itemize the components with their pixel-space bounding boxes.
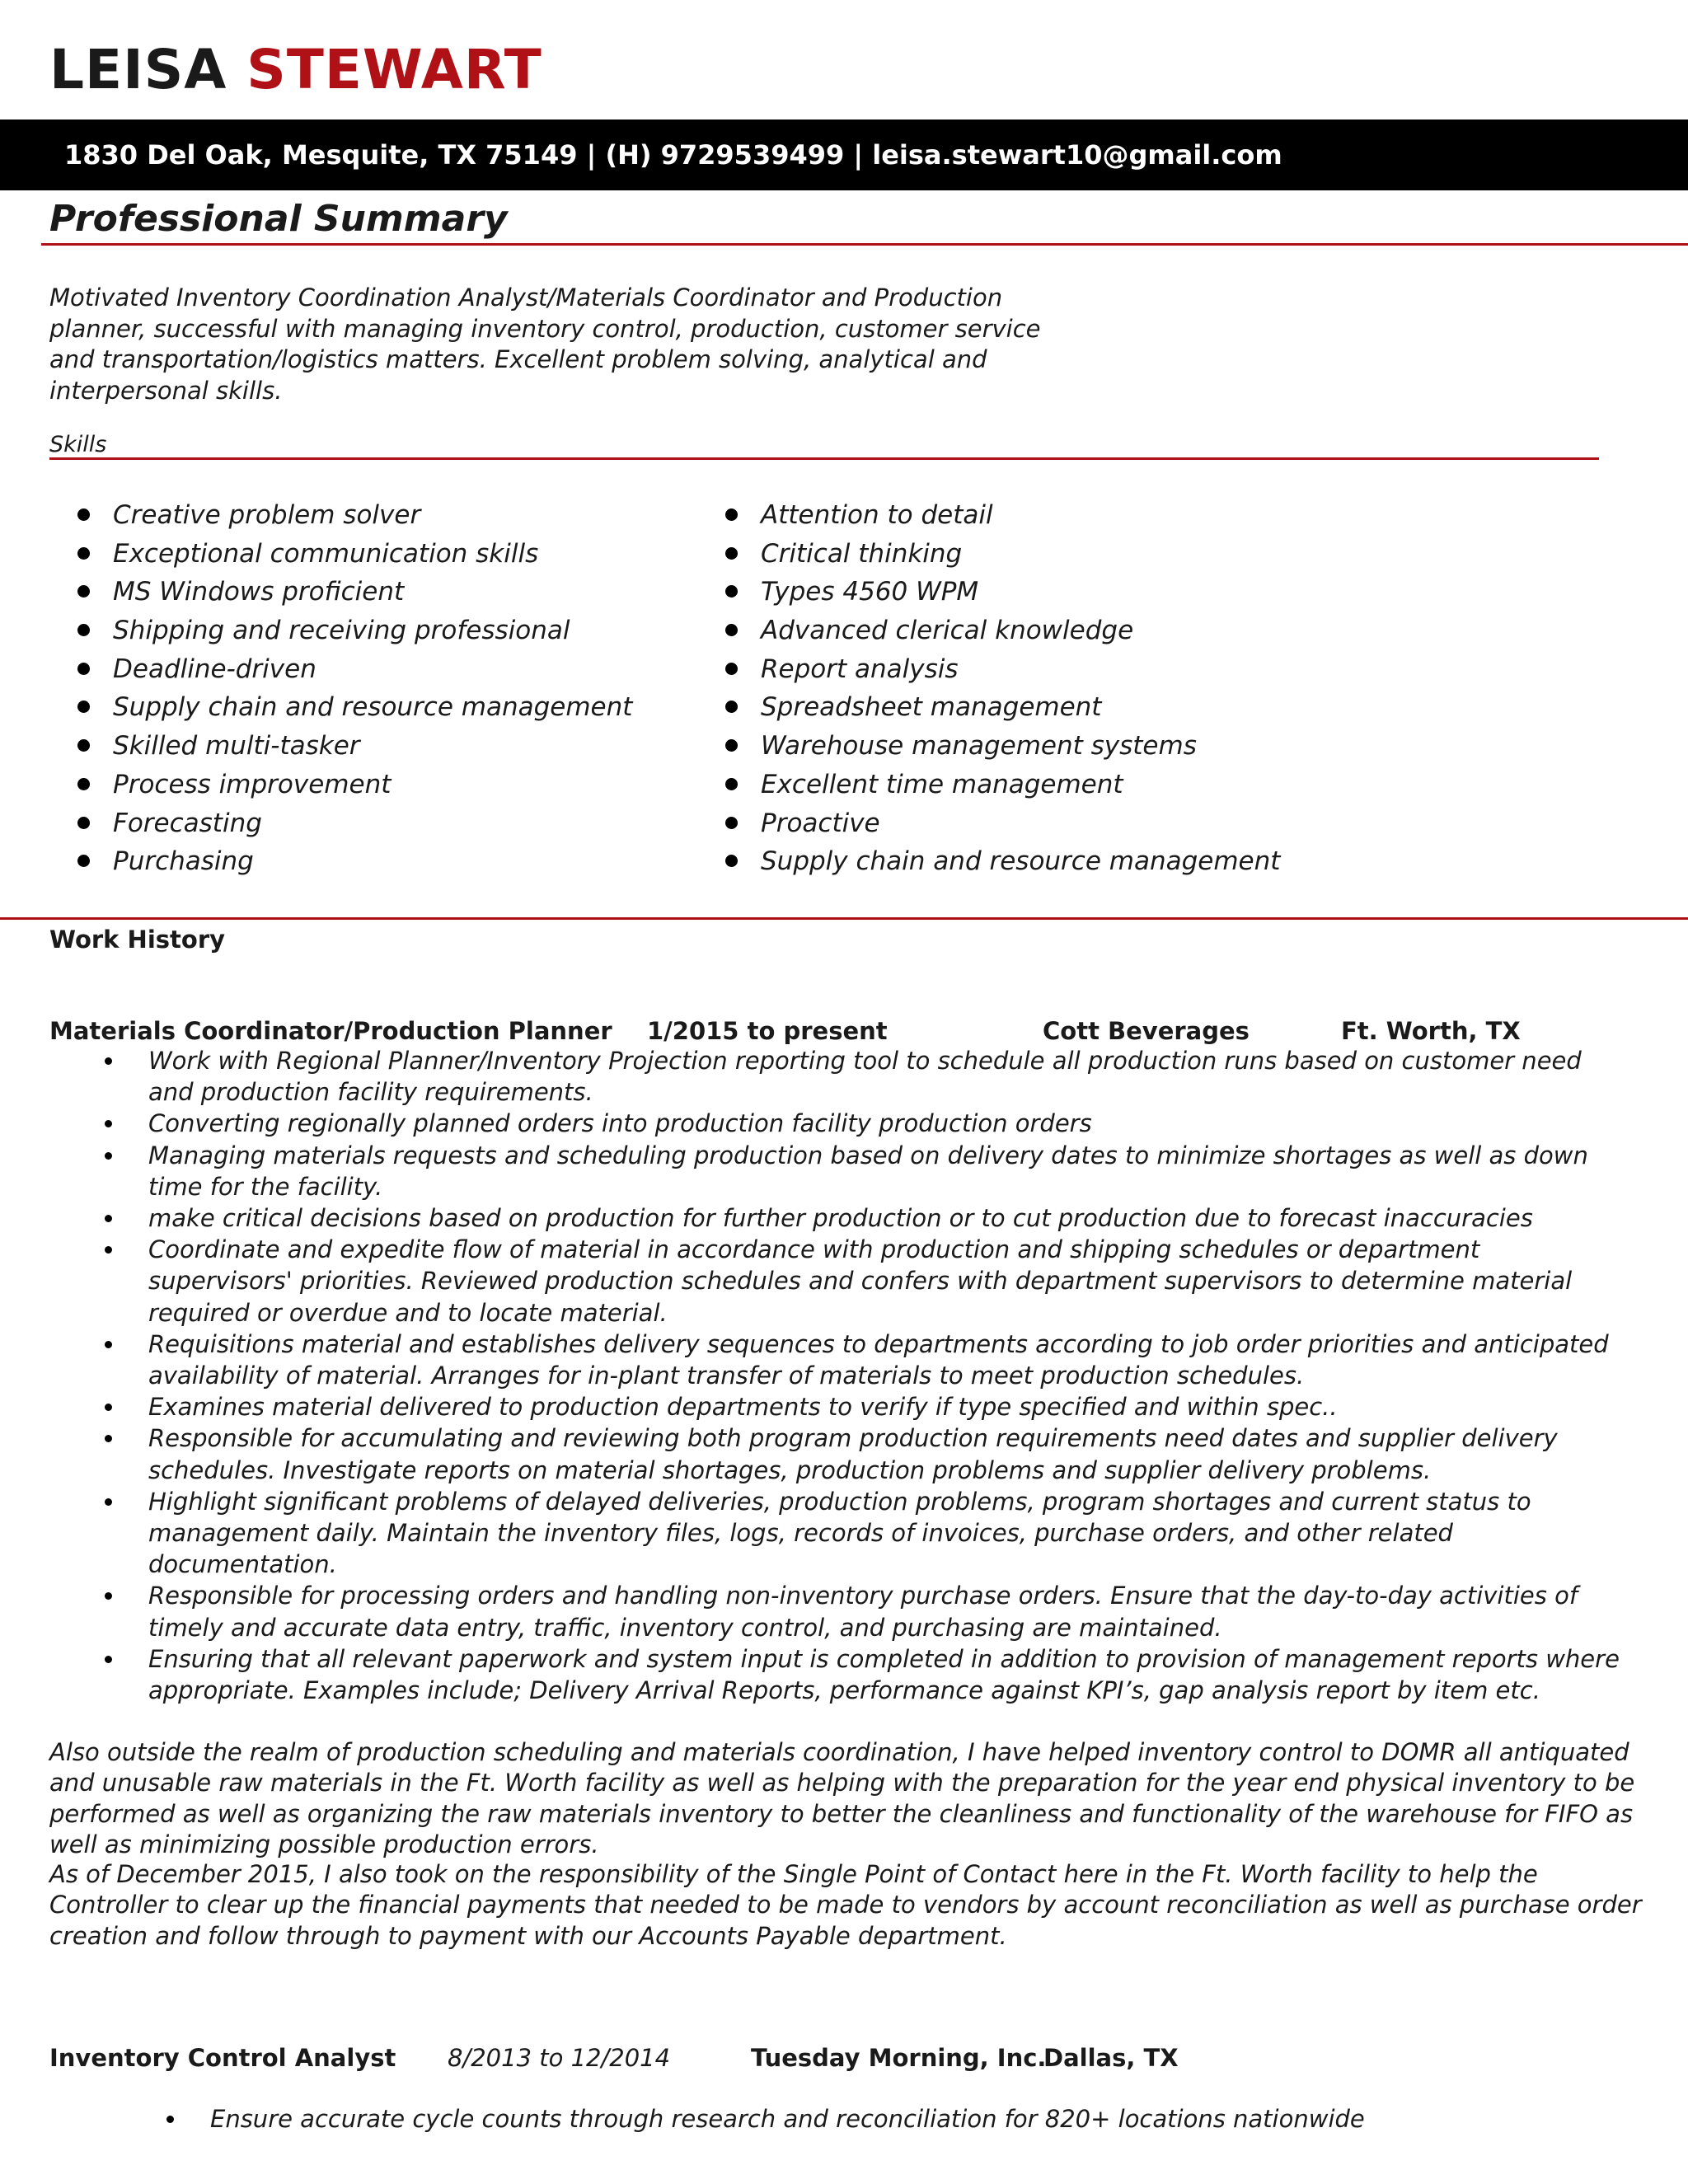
skills-list-right	[761, 496, 1503, 881]
bullet-icon	[725, 778, 738, 790]
bullet-icon	[77, 817, 90, 829]
bullet-icon	[105, 1404, 112, 1411]
first-name: LEISA	[49, 38, 227, 101]
skill-item	[113, 650, 690, 689]
skill-item	[113, 804, 690, 843]
skill-item	[113, 612, 690, 650]
bullet-icon	[77, 547, 90, 560]
skill-item	[113, 573, 690, 612]
work-history-divider	[0, 917, 1688, 920]
skill-text: Forecasting	[113, 808, 262, 838]
skill-text: Creative problem solver	[113, 500, 421, 530]
job2-duties	[165, 2103, 1640, 2135]
skill-item	[113, 688, 690, 727]
bullet-icon	[105, 1656, 112, 1663]
skill-item	[761, 727, 1503, 766]
job1-location: Ft. Worth, TX	[1341, 1017, 1521, 1045]
skill-item	[761, 650, 1503, 689]
skill-text: Supply chain and resource management	[761, 846, 1281, 877]
job1-title: Materials Coordinator/Production Planner	[49, 1017, 612, 1045]
skill-text: Excellent time management	[761, 769, 1123, 799]
skill-text: Warehouse management systems	[761, 731, 1197, 762]
bullet-icon	[77, 585, 90, 598]
duty-text: Responsible for processing orders and handling non-inventory purchase orders. Ensure that the day-to-day activities of timely and accurate data entry, traffic, inventory control, and purchasing are maintained.	[148, 1582, 1578, 1642]
skill-text: Shipping and receiving professional	[113, 616, 570, 646]
job2-title: Inventory Control Analyst	[49, 2044, 396, 2072]
skill-item	[113, 535, 690, 574]
job1-dates: 1/2015 to present	[647, 1017, 888, 1045]
duty-item	[103, 1108, 1620, 1139]
skill-text: Critical thinking	[761, 538, 963, 569]
duty-item	[103, 1045, 1620, 1108]
duty-text: Coordinate and expedite flow of material in accordance with production and shipping schedules or department supervisors' priorities. Reviewed production schedules and confers with department supervisors to determine material required or overdue and to locate material.	[148, 1235, 1573, 1327]
duty-item	[103, 1329, 1620, 1391]
duty-item	[103, 1580, 1620, 1643]
bullet-icon	[105, 1246, 112, 1254]
skill-text: Proactive	[761, 808, 880, 838]
last-name: STEWART	[246, 38, 542, 101]
job1-duties	[103, 1045, 1620, 1706]
job2-company: Tuesday Morning, Inc.	[751, 2044, 1047, 2072]
skill-item	[761, 573, 1503, 612]
duty-text: Managing materials requests and scheduling production based on delivery dates to minimize shortages as well as down time for the facility.	[148, 1141, 1588, 1201]
skill-text: Attention to detail	[761, 500, 993, 530]
skills-divider	[49, 457, 1599, 460]
skill-item	[761, 804, 1503, 843]
duty-text: Responsible for accumulating and reviewing both program production requirements need dates and supplier delivery schedules. Investigate reports on material shortages, production problems and supplier delivery problems.	[148, 1424, 1558, 1484]
skill-text: Supply chain and resource management	[113, 692, 633, 723]
job2-dates: 8/2013 to 12/2014	[448, 2044, 671, 2072]
work-history-heading: Work History	[49, 926, 226, 954]
skill-item	[761, 535, 1503, 574]
duty-text: make critical decisions based on production for further production or to cut production due to forecast inaccuracies	[148, 1204, 1533, 1233]
duty-text: Ensure accurate cycle counts through research and reconciliation for 820+ locations nationwide	[210, 2105, 1365, 2133]
skill-item	[761, 842, 1503, 881]
duty-item	[165, 2103, 1640, 2135]
duty-item	[103, 1140, 1620, 1202]
summary-text: Motivated Inventory Coordination Analyst/Materials Coordinator and Production planner, successful with managing inventory control, production, customer service and transportation/logistics matters. Excellent problem solving, analytical and interpersonal skills.	[49, 284, 1041, 405]
skill-item	[113, 842, 690, 881]
skill-item	[761, 688, 1503, 727]
duty-text: Converting regionally planned orders into production facility production orders	[148, 1109, 1092, 1138]
bullet-icon	[725, 585, 738, 598]
bullet-icon	[105, 1120, 112, 1127]
contact-bar	[0, 120, 1688, 190]
skill-text: MS Windows proficient	[113, 577, 405, 607]
bullet-icon	[166, 2116, 174, 2123]
skill-text: Types 4560 WPM	[761, 577, 979, 607]
skill-item	[113, 766, 690, 804]
bullet-icon	[725, 624, 738, 636]
bullet-icon	[77, 624, 90, 636]
resume-name	[49, 33, 542, 107]
bullet-icon	[77, 701, 90, 713]
bullet-icon	[725, 701, 738, 713]
summary-heading: Professional Summary	[49, 198, 508, 240]
skill-item	[113, 727, 690, 766]
duty-item	[103, 1234, 1620, 1329]
bullet-icon	[77, 855, 90, 867]
bullet-icon	[105, 1592, 112, 1600]
bullet-icon	[105, 1435, 112, 1442]
contact-info: 1830 Del Oak, Mesquite, TX 75149 | (H) 9729539499 | leisa.stewart10@gmail.com	[64, 139, 1282, 171]
duty-text: Examines material delivered to production departments to verify if type specified and within spec..	[148, 1393, 1338, 1422]
bullet-icon	[725, 855, 738, 867]
duty-text: Work with Regional Planner/Inventory Projection reporting tool to schedule all production runs based on customer need and production facility requirements.	[148, 1047, 1582, 1107]
duty-item	[103, 1202, 1620, 1234]
bullet-icon	[725, 509, 738, 521]
bullet-icon	[77, 663, 90, 675]
skill-text: Deadline-driven	[113, 654, 316, 684]
bullet-icon	[725, 547, 738, 560]
skills-heading: Skills	[49, 432, 107, 457]
summary-divider	[41, 243, 1688, 246]
bullet-icon	[105, 1498, 112, 1506]
bullet-icon	[105, 1152, 112, 1160]
skill-item	[113, 496, 690, 535]
bullet-icon	[725, 739, 738, 752]
skill-text: Exceptional communication skills	[113, 538, 539, 569]
job2-location: Dallas, TX	[1043, 2044, 1179, 2072]
bullet-icon	[105, 1341, 112, 1348]
bullet-icon	[725, 663, 738, 675]
duty-text: Highlight significant problems of delayed deliveries, production problems, program shortages and current status to management daily. Maintain the inventory files, logs, records of invoices, purchase orders, and other related documentation.	[148, 1487, 1531, 1579]
skill-text: Report analysis	[761, 654, 959, 684]
duty-text: Requisitions material and establishes delivery sequences to departments according to job order priorities and anticipated availability of material. Arranges for in-plant transfer of materials to meet production schedules.	[148, 1329, 1609, 1390]
bullet-icon	[105, 1215, 112, 1222]
duty-item	[103, 1486, 1620, 1581]
bullet-icon	[105, 1057, 112, 1065]
bullet-icon	[77, 778, 90, 790]
skill-item	[761, 612, 1503, 650]
duty-item	[103, 1643, 1620, 1706]
duty-item	[103, 1422, 1620, 1485]
duty-item	[103, 1391, 1620, 1422]
bullet-icon	[725, 817, 738, 829]
skill-item	[761, 766, 1503, 804]
skills-list-left	[113, 496, 690, 881]
skill-item	[761, 496, 1503, 535]
job1-paragraph-2: As of December 2015, I also took on the responsibility of the Single Point of Contact here in the Ft. Worth facility to help the Controller to clear up the financial payments that needed to be made to vendors by account reconciliation as well as purchase order creation and follow through to payment with our Accounts Payable department.	[49, 1860, 1642, 1950]
skill-text: Purchasing	[113, 846, 254, 877]
skill-text: Spreadsheet management	[761, 692, 1102, 723]
skill-text: Skilled multi-tasker	[113, 731, 360, 762]
skill-text: Advanced clerical knowledge	[761, 616, 1134, 646]
bullet-icon	[77, 509, 90, 521]
bullet-icon	[77, 739, 90, 752]
duty-text: Ensuring that all relevant paperwork and system input is completed in addition to provision of management reports where appropriate. Examples include; Delivery Arrival Reports, performance against KPI’s, gap analysis report by item etc.	[148, 1644, 1620, 1705]
job1-paragraph-1: Also outside the realm of production scheduling and materials coordination, I have helped inventory control to DOMR all antiquated and unusable raw materials in the Ft. Worth facility as well as helping with the preparation for the year end physical inventory to be performed as well as organizing the raw materials inventory to better the cleanliness and functionality of the warehouse for FIFO as well as minimizing possible production errors.	[49, 1738, 1635, 1858]
job1-company: Cott Beverages	[1043, 1017, 1250, 1045]
skill-text: Process improvement	[113, 769, 392, 799]
